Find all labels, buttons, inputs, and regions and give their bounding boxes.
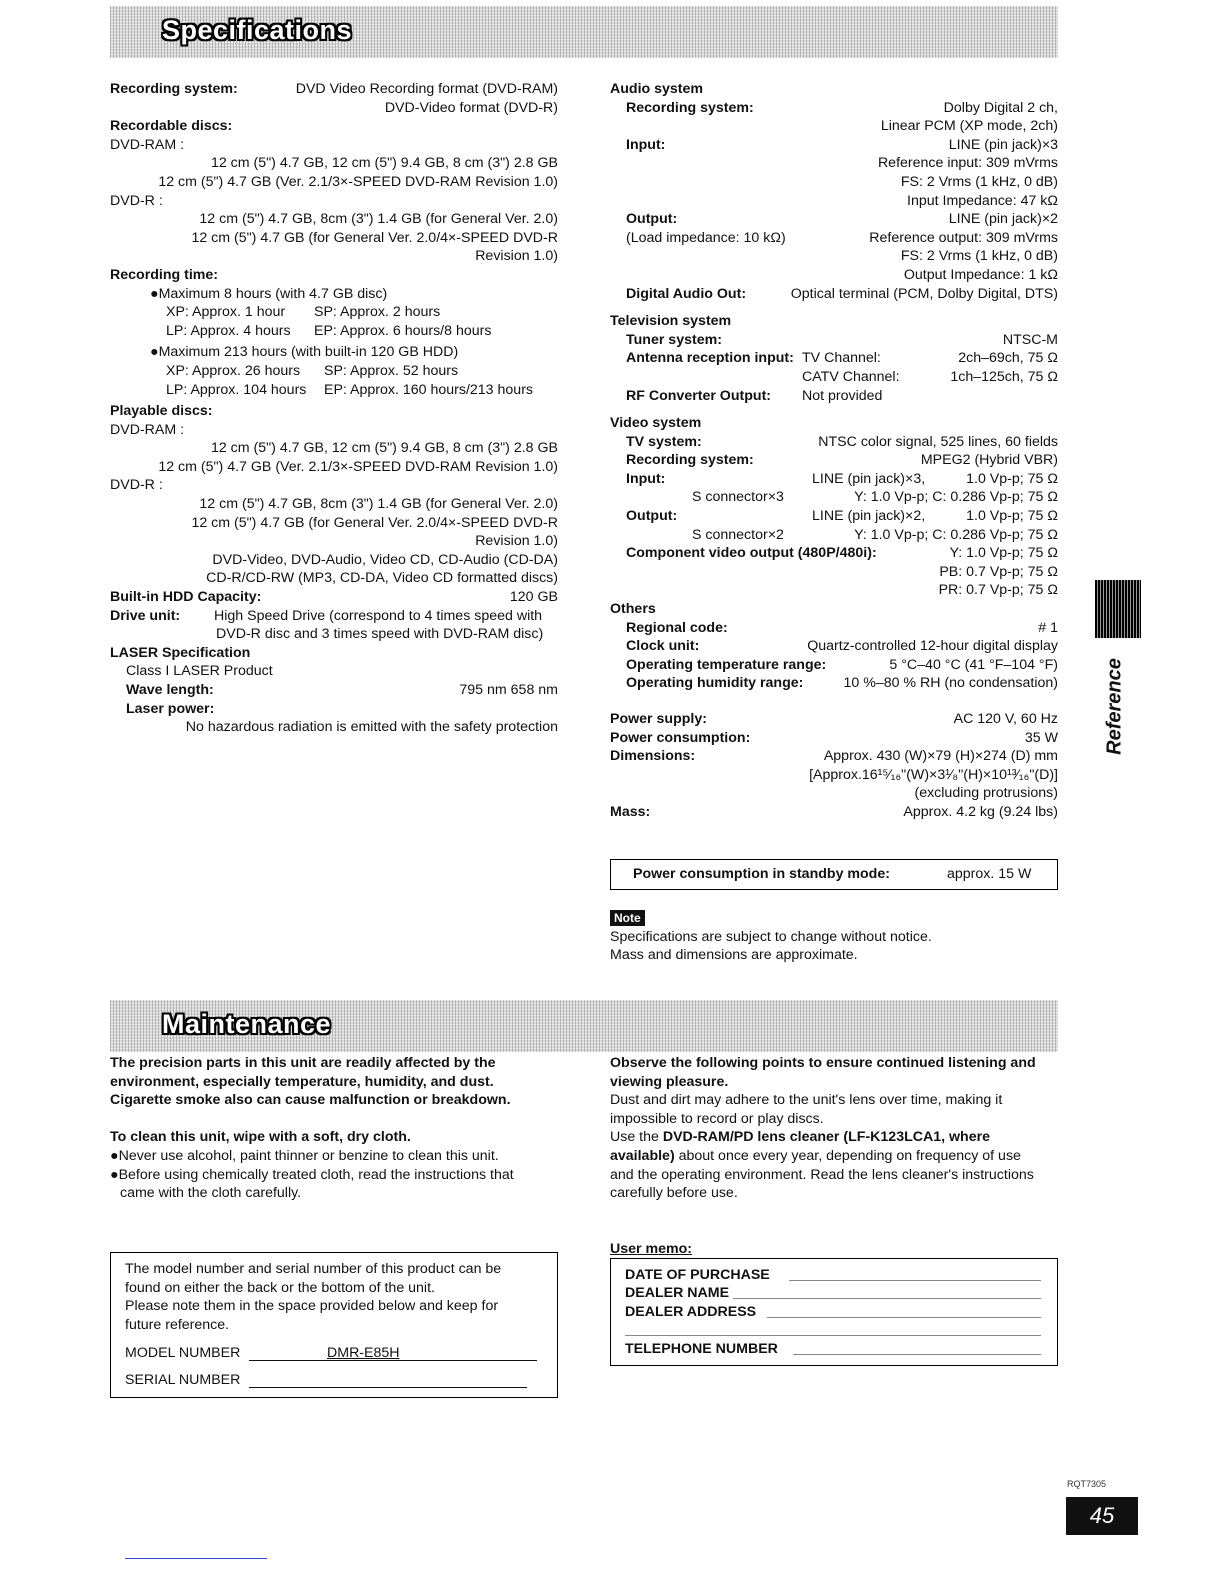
reference-tab-marker bbox=[1095, 580, 1141, 638]
dealer-address-line[interactable] bbox=[767, 1317, 1041, 1318]
audio-rec-value: Linear PCM (XP mode, 2ch) bbox=[880, 118, 1058, 135]
document-code: RQT7305 bbox=[1067, 1479, 1107, 1489]
maint-text-part: Use the bbox=[610, 1129, 663, 1145]
disc-spec: CD-R/CD-RW (MP3, CD-DA, Video CD formatted discs) bbox=[206, 570, 558, 587]
maintenance-banner bbox=[110, 1000, 1058, 1052]
disc-spec: 12 cm (5") 4.7 GB (for General Ver. 2.0/4×-SPEED DVD-R bbox=[191, 229, 558, 246]
video-system-heading: Video system bbox=[610, 415, 702, 432]
rf-value: Not provided bbox=[802, 387, 883, 404]
maint-right-text: carefully before use. bbox=[610, 1185, 738, 1201]
mass-value: Approx. 4.2 kg (9.24 lbs) bbox=[903, 803, 1058, 820]
antenna-catv: CATV Channel: bbox=[802, 368, 900, 385]
video-input-s: S connector×3 bbox=[692, 489, 784, 506]
disc-spec: 12 cm (5") 4.7 GB (Ver. 2.1/3×-SPEED DVD-RAM Revision 1.0) bbox=[158, 173, 558, 190]
note-badge: Note bbox=[610, 910, 645, 926]
antenna-catv-value: 1ch–125ch, 75 Ω bbox=[950, 368, 1058, 385]
video-tv-value: NTSC color signal, 525 lines, 60 fields bbox=[818, 433, 1058, 450]
rec-system-val: DVD-Video format (DVD-R) bbox=[384, 99, 558, 116]
audio-input-value: LINE (pin jack)×3 bbox=[948, 136, 1058, 153]
video-output-label: Output: bbox=[626, 508, 678, 525]
video-input-label: Input: bbox=[626, 470, 666, 487]
disc-spec: DVD-Video, DVD-Audio, Video CD, CD-Audio (CD-DA) bbox=[212, 551, 558, 568]
audio-output-value: Output Impedance: 1 kΩ bbox=[903, 266, 1058, 283]
clean-bullet: came with the cloth carefully. bbox=[120, 1185, 302, 1201]
date-of-purchase-label: DATE OF PURCHASE bbox=[625, 1267, 770, 1283]
dealer-name-label: DEALER NAME bbox=[625, 1285, 730, 1301]
op-humidity-value: 10 %–80 % RH (no condensation) bbox=[843, 675, 1058, 692]
rec-system-label: Recording system: bbox=[110, 81, 238, 97]
laser-label: LASER Specification bbox=[110, 644, 251, 661]
power-consumption-label: Power consumption: bbox=[610, 729, 751, 746]
clean-bullet: ●Before using chemically treated cloth, read the instructions that bbox=[110, 1167, 514, 1183]
rec-time-label: Recording time: bbox=[110, 266, 218, 283]
video-output-s: S connector×2 bbox=[692, 526, 784, 543]
drive-label: Drive unit: bbox=[110, 607, 181, 624]
dimensions-label: Dimensions: bbox=[610, 748, 696, 765]
op-temp-value: 5 °C–40 °C (41 °F–104 °F) bbox=[889, 656, 1058, 673]
wave-value: 795 nm 658 nm bbox=[459, 682, 558, 698]
maint-right-text: impossible to record or play discs. bbox=[610, 1111, 824, 1127]
television-system-heading: Television system bbox=[610, 313, 732, 330]
maint-text: The precision parts in this unit are readily affected by the bbox=[110, 1055, 496, 1071]
disc-spec: 12 cm (5") 4.7 GB, 8cm (3") 1.4 GB (for General Ver. 2.0) bbox=[199, 211, 558, 228]
telephone-number-line[interactable] bbox=[793, 1354, 1041, 1355]
audio-system-heading: Audio system bbox=[610, 81, 704, 97]
serial-box-text: found on either the back or the bottom of the unit. bbox=[125, 1280, 435, 1296]
disc-spec: Revision 1.0) bbox=[475, 248, 558, 265]
laser-power-value: No hazardous radiation is emitted with the safety protection bbox=[185, 719, 558, 736]
rec-time-mode: SP: Approx. 2 hours bbox=[314, 304, 441, 321]
audio-output-label: Output: bbox=[626, 211, 678, 228]
rec-time-mode: EP: Approx. 6 hours/8 hours bbox=[314, 322, 492, 339]
rec-time-item: ●Maximum 8 hours (with 4.7 GB disc) bbox=[150, 285, 388, 302]
maint-right-text: Observe the following points to ensure continued listening and bbox=[610, 1055, 1036, 1071]
component-value: PB: 0.7 Vp-p; 75 Ω bbox=[939, 563, 1058, 580]
maint-right-text: Dust and dirt may adhere to the unit's lens over time, making it bbox=[610, 1092, 1003, 1108]
disc-type: DVD-R : bbox=[110, 192, 163, 209]
maint-text-part: about once every year, depending on frequency of use bbox=[674, 1148, 1021, 1164]
drive-value: DVD-R disc and 3 times speed with DVD-RAM disc) bbox=[216, 626, 544, 643]
laser-power-label: Laser power: bbox=[126, 700, 215, 717]
clock-label: Clock unit: bbox=[626, 638, 700, 655]
date-of-purchase-line[interactable] bbox=[789, 1280, 1041, 1281]
dealer-address-line-2[interactable] bbox=[625, 1335, 1041, 1336]
laser-class: Class I LASER Product bbox=[126, 663, 273, 680]
model-number-value: DMR-E85H bbox=[327, 1345, 400, 1361]
power-consumption-value: 35 W bbox=[1024, 729, 1058, 746]
op-temp-label: Operating temperature range: bbox=[626, 656, 827, 673]
maintenance-title: Maintenance bbox=[162, 1009, 332, 1039]
dealer-address-label: DEALER ADDRESS bbox=[625, 1304, 757, 1320]
standby-box bbox=[610, 859, 1058, 890]
maint-right-text bbox=[610, 1147, 1021, 1166]
audio-rec-label: Recording system: bbox=[626, 99, 754, 116]
model-number-label: MODEL NUMBER bbox=[125, 1345, 241, 1361]
maint-right-text: and the operating environment. Read the lens cleaner's instructions bbox=[610, 1167, 1034, 1183]
maint-right-text bbox=[610, 1128, 990, 1147]
specs-right-column bbox=[610, 80, 1058, 822]
component-label: Component video output (480P/480i): bbox=[626, 545, 877, 562]
hdd-value: 120 GB bbox=[509, 589, 558, 606]
audio-input-value: Reference input: 309 mVrms bbox=[877, 155, 1058, 172]
reference-tab-text: Reference bbox=[1103, 658, 1126, 755]
power-supply-value: AC 120 V, 60 Hz bbox=[953, 711, 1058, 727]
note-line: Mass and dimensions are approximate. bbox=[610, 947, 858, 963]
video-input-value: 1.0 Vp-p; 75 Ω bbox=[966, 470, 1058, 487]
region-value: # 1 bbox=[1038, 619, 1058, 636]
audio-input-value: Input Impedance: 47 kΩ bbox=[907, 192, 1058, 209]
disc-type: DVD-RAM : bbox=[110, 136, 185, 153]
playable-label: Playable discs: bbox=[110, 403, 213, 420]
maint-right-text: viewing pleasure. bbox=[610, 1074, 729, 1090]
component-value: Y: 1.0 Vp-p; 75 Ω bbox=[949, 545, 1058, 562]
rec-time-mode: XP: Approx. 26 hours bbox=[166, 362, 301, 379]
tuner-label: Tuner system: bbox=[626, 331, 722, 348]
maint-text: environment, especially temperature, humidity, and dust. bbox=[110, 1074, 494, 1090]
disc-spec: 12 cm (5") 4.7 GB, 12 cm (5") 9.4 GB, 8 cm (3") 2.8 GB bbox=[210, 155, 558, 172]
video-output-value: LINE (pin jack)×2, bbox=[812, 508, 926, 525]
rec-system-val: DVD Video Recording format (DVD-RAM) bbox=[295, 81, 558, 97]
rec-time-mode: LP: Approx. 4 hours bbox=[166, 322, 291, 339]
specifications-banner bbox=[110, 6, 1058, 58]
audio-input-label: Input: bbox=[626, 136, 666, 153]
video-output-s-value: Y: 1.0 Vp-p; C: 0.286 Vp-p; 75 Ω bbox=[854, 526, 1058, 543]
op-humidity-label: Operating humidity range: bbox=[626, 675, 804, 692]
recordable-label: Recordable discs: bbox=[110, 118, 233, 135]
clean-title: To clean this unit, wipe with a soft, dry cloth. bbox=[110, 1129, 411, 1145]
dimensions-value: Approx. 430 (W)×79 (H)×274 (D) mm bbox=[823, 748, 1058, 765]
lens-cleaner-name: available) bbox=[610, 1148, 675, 1164]
rec-time-mode: XP: Approx. 1 hour bbox=[166, 304, 286, 321]
disc-spec: 12 cm (5") 4.7 GB (for General Ver. 2.0/4×-SPEED DVD-R bbox=[191, 514, 558, 531]
page-number: 45 bbox=[1066, 1497, 1138, 1535]
serial-box-text: future reference. bbox=[125, 1317, 230, 1333]
audio-output-value: LINE (pin jack)×2 bbox=[948, 211, 1058, 228]
tuner-value: NTSC-M bbox=[1002, 331, 1058, 348]
disc-type: DVD-R : bbox=[110, 477, 163, 494]
serial-box-text: Please note them in the space provided below and keep for bbox=[125, 1298, 499, 1314]
disc-spec: 12 cm (5") 4.7 GB, 12 cm (5") 9.4 GB, 8 cm (3") 2.8 GB bbox=[210, 440, 558, 457]
audio-output-load: (Load impedance: 10 kΩ) bbox=[626, 229, 786, 246]
disc-type: DVD-RAM : bbox=[110, 421, 185, 438]
mass-label: Mass: bbox=[610, 803, 651, 820]
reference-tab-label bbox=[1080, 655, 1150, 755]
user-memo-box bbox=[610, 1258, 1058, 1366]
telephone-number-label: TELEPHONE NUMBER bbox=[625, 1341, 778, 1357]
component-value: PR: 0.7 Vp-p; 75 Ω bbox=[938, 582, 1058, 599]
standby-value: approx. 15 W bbox=[947, 866, 1032, 882]
disc-spec: Revision 1.0) bbox=[475, 533, 558, 550]
serial-number-label: SERIAL NUMBER bbox=[125, 1372, 241, 1388]
dimensions-value: [Approx.16¹⁵⁄₁₆"(W)×3¹⁄₈"(H)×10¹³⁄₁₆"(D)] bbox=[809, 766, 1058, 783]
dimensions-value: (excluding protrusions) bbox=[914, 785, 1058, 802]
video-input-s-value: Y: 1.0 Vp-p; C: 0.286 Vp-p; 75 Ω bbox=[854, 489, 1058, 506]
video-tv-label: TV system: bbox=[626, 433, 702, 450]
video-input-value: LINE (pin jack)×3, bbox=[812, 470, 926, 487]
note-block bbox=[610, 909, 645, 927]
serial-box-text: The model number and serial number of this product can be bbox=[125, 1261, 502, 1277]
note-line: Specifications are subject to change without notice. bbox=[610, 929, 932, 945]
specs-left-column bbox=[110, 80, 558, 737]
dealer-name-line[interactable] bbox=[733, 1298, 1041, 1299]
digital-audio-out-value: Optical terminal (PCM, Dolby Digital, DTS) bbox=[790, 285, 1058, 302]
digital-audio-out-label: Digital Audio Out: bbox=[626, 285, 747, 302]
antenna-label: Antenna reception input: bbox=[626, 350, 794, 367]
region-label: Regional code: bbox=[626, 619, 728, 636]
clock-value: Quartz-controlled 12-hour digital display bbox=[807, 638, 1058, 655]
rec-time-mode: SP: Approx. 52 hours bbox=[324, 362, 459, 379]
antenna-tv: TV Channel: bbox=[802, 350, 881, 367]
audio-output-value: FS: 2 Vrms (1 kHz, 0 dB) bbox=[900, 248, 1058, 265]
serial-number-line[interactable] bbox=[249, 1387, 527, 1388]
user-memo-title: User memo: bbox=[610, 1241, 693, 1257]
others-heading: Others bbox=[610, 601, 656, 618]
rec-time-mode: LP: Approx. 104 hours bbox=[166, 381, 307, 398]
rec-time-mode: EP: Approx. 160 hours/213 hours bbox=[324, 381, 534, 398]
power-supply-label: Power supply: bbox=[610, 711, 707, 727]
video-rec-value: MPEG2 (Hybrid VBR) bbox=[920, 452, 1058, 469]
disc-spec: 12 cm (5") 4.7 GB (Ver. 2.1/3×-SPEED DVD-RAM Revision 1.0) bbox=[158, 458, 558, 475]
serial-number-box bbox=[110, 1252, 558, 1398]
video-rec-label: Recording system: bbox=[626, 452, 754, 469]
lens-cleaner-name: DVD-RAM/PD lens cleaner (LF-K123LCA1, where bbox=[662, 1129, 991, 1145]
video-output-value: 1.0 Vp-p; 75 Ω bbox=[966, 508, 1058, 525]
specifications-title: Specifications bbox=[162, 15, 353, 45]
clean-bullet: ●Never use alcohol, paint thinner or benzine to clean this unit. bbox=[110, 1148, 499, 1164]
rf-label: RF Converter Output: bbox=[626, 387, 772, 404]
footer-rule bbox=[125, 1558, 267, 1559]
audio-input-value: FS: 2 Vrms (1 kHz, 0 dB) bbox=[900, 173, 1058, 190]
disc-spec: 12 cm (5") 4.7 GB, 8cm (3") 1.4 GB (for General Ver. 2.0) bbox=[199, 496, 558, 513]
antenna-tv-value: 2ch–69ch, 75 Ω bbox=[958, 350, 1058, 367]
drive-value: High Speed Drive (correspond to 4 times speed with bbox=[214, 607, 543, 624]
audio-output-value: Reference output: 309 mVrms bbox=[869, 229, 1058, 246]
wave-label: Wave length: bbox=[126, 682, 214, 698]
maint-text: Cigarette smoke also can cause malfunction or breakdown. bbox=[110, 1092, 511, 1108]
rec-time-item: ●Maximum 213 hours (with built-in 120 GB HDD) bbox=[150, 344, 459, 361]
hdd-label: Built-in HDD Capacity: bbox=[110, 589, 262, 606]
audio-rec-value: Dolby Digital 2 ch, bbox=[943, 99, 1058, 116]
standby-label: Power consumption in standby mode: bbox=[633, 866, 890, 882]
